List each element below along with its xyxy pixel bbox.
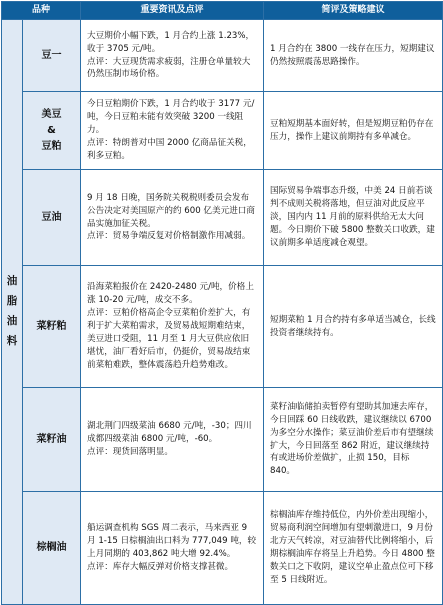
category-char: 脂 — [6, 295, 18, 308]
product-name: 菜籽粕 — [23, 266, 81, 388]
news-paragraph: 湖北荆门四级菜油 6680 元/吨，-30；四川成都四级菜油 6800 元/吨，-60。 — [87, 421, 252, 445]
advice-cell — [264, 266, 443, 388]
product-name: 豆油 — [23, 170, 81, 266]
news-cell — [81, 388, 264, 492]
advice-cell — [264, 20, 443, 92]
header-news: 重要资讯及点评 — [81, 2, 264, 20]
advice-paragraph: 菜籽油临储拍卖暂停有望助其加速去库存，今日回踩 60 日线收跌，建议继续以 6700 为多空分水操作；菜豆油价差后市有望继续扩大，今日回落至 862 附近，建议继续持有或进场价差做扩，止损 150，目标 840。 — [270, 401, 434, 477]
advice-paragraph: 短期菜粕 1 月合约持有多单适当减仓，长线投资者继续持有。 — [270, 314, 436, 338]
row-palm-oil — [2, 492, 443, 605]
advice-cell — [264, 170, 443, 266]
advice-cell — [264, 92, 443, 170]
product-name: 美豆 & 豆粕 — [23, 92, 81, 170]
product-name: 菜籽油 — [23, 388, 81, 492]
row-soymeal — [2, 92, 443, 170]
category-label — [2, 20, 23, 605]
advice-paragraph: 棕榈油库存维持低位，内外价差出现缩小，贸易商利润空间增加有望刺激进口，9 月份北方天气转凉，对豆油替代比例将缩小，后期棕榈油库存将呈上升趋势。今日 4800 整数关口之下收阴，建议空单止盈点位可下移至 5 日线附近。 — [270, 510, 435, 585]
news-comment: 点评：现货回落明显。 — [87, 446, 173, 457]
category-char: 油 — [6, 315, 18, 327]
category-char: 料 — [6, 334, 18, 347]
news-comment: 点评：大豆现货需求疲弱，注册仓单量较大仍然压制市场价格。 — [87, 56, 251, 80]
news-cell — [81, 92, 264, 170]
row-rapeseed-oil — [2, 388, 443, 492]
advice-paragraph: 国际贸易争端事态升级，中美 24 日前若谈判不成则关税将落地，但豆油对此反应平淡，国内内 11 月前的原料供给无太大问题。今日期价下破 5800 整数关口收跌，建议前期多单适度减仓观望。 — [270, 186, 435, 248]
product-name: 棕榈油 — [23, 492, 81, 605]
news-comment: 点评：豆粕价格高企令豆菜粕价差扩大，有利于扩大菜粕需求，及贸易战短期难结束，美豆进口受阻，11 月至 1 月大豆供应依旧堪忧，油厂看好后市，仍挺价，贸易战结束前菜粕难跌，整体震荡趋升趋势难改。 — [87, 308, 251, 370]
advice-cell — [264, 492, 443, 605]
news-cell — [81, 266, 264, 388]
news-cell — [81, 492, 264, 605]
advice-paragraph: 1 月合约在 3800 一线存在压力，短期建议仍然按照震荡思路操作。 — [270, 43, 435, 67]
header-row — [2, 2, 443, 20]
news-paragraph: 大豆期价小幅下跌，1 月合约上涨 1.23%，收于 3705 元/吨。 — [87, 30, 255, 54]
row-douyi — [2, 20, 443, 92]
news-comment: 点评：特朗普对中国 2000 亿商品征关税，利多豆粕。 — [87, 137, 252, 161]
header-advice: 简评及策略建议 — [264, 2, 443, 20]
news-comment: 点评：贸易争端反复对价格制激作用减弱。 — [87, 231, 251, 242]
category-char: 油 — [6, 275, 18, 288]
news-comment: 点评：库存大幅反弹对价格支撑甚微。 — [87, 561, 234, 572]
news-cell — [81, 170, 264, 266]
row-soyoil — [2, 170, 443, 266]
header-category: 品种 — [2, 2, 81, 20]
news-paragraph: 沿海菜粕报价在 2420-2480 元/吨，价格上涨 10-20 元/吨，成交不多。 — [87, 282, 254, 306]
product-name: 豆一 — [23, 20, 81, 92]
row-rapeseed-meal — [2, 266, 443, 388]
news-cell — [81, 20, 264, 92]
news-paragraph: 今日豆粕期价下跌，1 月合约收于 3177 元/吨，今日豆粕未能有效突破 3200 一线阻力。 — [87, 99, 255, 136]
report-table — [1, 1, 443, 605]
news-paragraph: 船运调查机构 SGS 周二表示，马来西亚 9 月 1-15 日棕榈油出口料为 777,049 吨，较上月同期的 403,862 吨大增 92.4%。 — [87, 523, 257, 559]
advice-paragraph: 豆粕短期基本面好转，但是短期豆粕仍存在压力，操作上建议前期持有多单减仓。 — [270, 118, 434, 142]
advice-cell — [264, 388, 443, 492]
news-paragraph: 9 月 18 日晚，国务院关税税则委员会发布公告决定对美国原产的约 600 亿美元进口商品实施加征关税。 — [87, 192, 255, 229]
